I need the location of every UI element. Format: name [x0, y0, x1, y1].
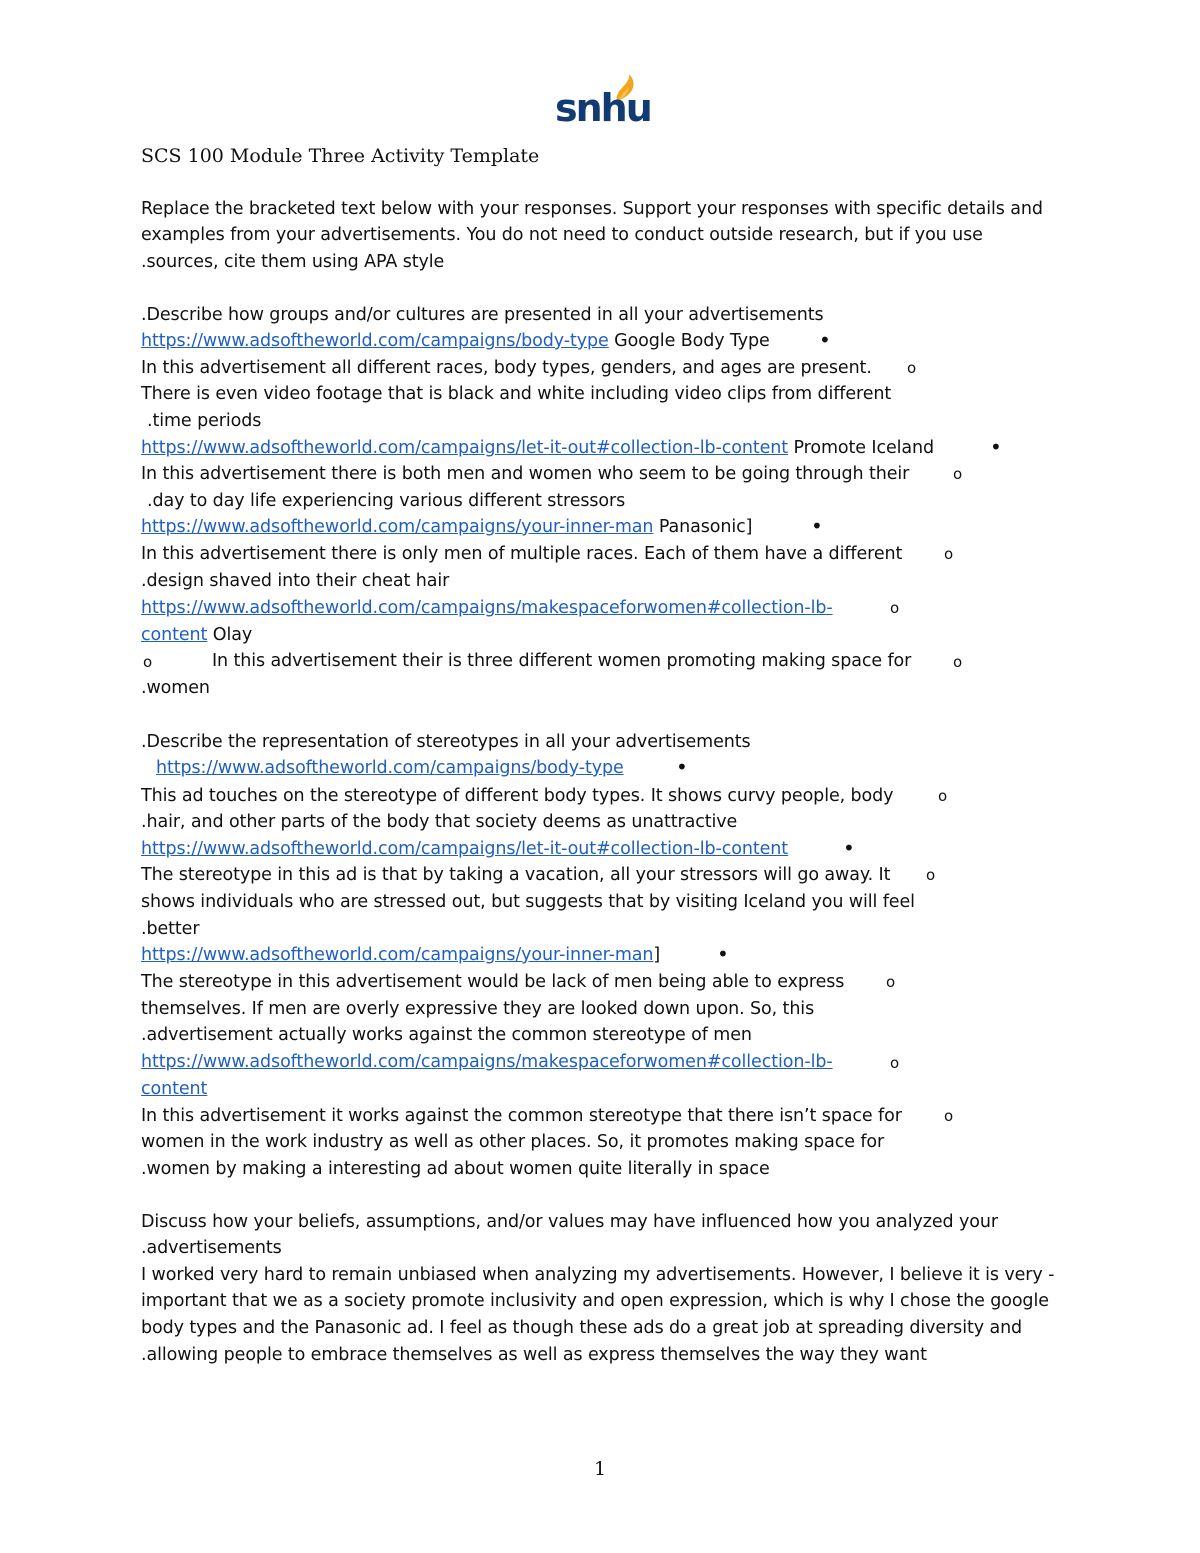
bullet-marker: • [811, 514, 823, 538]
section1-ad2-line-2: .day to day life experiencing various different stressors [147, 491, 626, 511]
section2-ad4-url-line [141, 1051, 833, 1073]
section3-body-line-3: body types and the Panasonic ad. I feel as though these ads do a great job at spreading diversity and [141, 1318, 1023, 1338]
sub-marker: o [890, 599, 900, 617]
section1-ad1-line-1: In this advertisement all different races, body types, genders, and ages are present. [141, 358, 872, 378]
section2-ad2-line-1: The stereotype in this ad is that by taking a vacation, all your stressors will go away. It [141, 865, 891, 885]
section1-ad4-link-continued[interactable]: content [141, 625, 208, 645]
section1-ad4-url-line [141, 597, 833, 619]
section2-ad3-entry [141, 944, 660, 966]
bullet-marker: • [843, 836, 855, 860]
section2-ad1-line-1: This ad touches on the stereotype of different body types. It shows curvy people, body [141, 786, 894, 806]
section1-ad3-link[interactable]: https://www.adsoftheworld.com/campaigns/your-inner-man [141, 517, 654, 537]
section3-heading-line-2: .advertisements [141, 1238, 282, 1258]
section2-ad2-link[interactable]: https://www.adsoftheworld.com/campaigns/let-it-out#collection-lb-content [141, 839, 789, 859]
intro-line-3: .sources, cite them using APA style [141, 252, 445, 272]
section2-ad4-url-line-2 [141, 1078, 207, 1100]
logo-wordmark: snhu [555, 86, 651, 130]
section1-ad2-link[interactable]: https://www.adsoftheworld.com/campaigns/let-it-out#collection-lb-content [141, 438, 789, 458]
sub-marker: o [143, 653, 153, 671]
section2-ad3-line-2: themselves. If men are overly expressive they are looked down upon. So, this [141, 999, 815, 1019]
bullet-marker: • [819, 328, 831, 352]
section1-ad3-line-1: In this advertisement there is only men of multiple races. Each of them have a different [141, 544, 903, 564]
section1-ad1-entry [141, 330, 770, 352]
sub-marker: o [926, 866, 936, 884]
section3-body-line-2: important that we as a society promote inclusivity and open expression, which is why I chose the google [141, 1291, 1049, 1311]
sub-marker: o [938, 787, 948, 805]
section1-heading: .Describe how groups and/or cultures are presented in all your advertisements [141, 305, 824, 325]
section2-ad1-line-2: .hair, and other parts of the body that society deems as unattractive [141, 812, 738, 832]
section1-ad1-name: Google Body Type [608, 331, 770, 351]
section1-ad3-name: Panasonic] [653, 517, 753, 537]
section3-body-line-4: .allowing people to embrace themselves as well as express themselves the way they want [141, 1345, 927, 1365]
section2-ad2-line-2: shows individuals who are stressed out, but suggests that by visiting Iceland you will feel [141, 892, 915, 912]
sub-marker: o [953, 653, 963, 671]
section1-ad4-entry [141, 624, 252, 646]
bullet-marker: • [717, 942, 729, 966]
sub-marker: o [907, 359, 917, 377]
section3-body-line-1: I worked very hard to remain unbiased when analyzing my advertisements. However, I believe it is very - [141, 1265, 1055, 1285]
document-title: SCS 100 Module Three Activity Template [141, 145, 540, 167]
intro-line-1: Replace the bracketed text below with your responses. Support your responses with specific details and [141, 199, 1043, 219]
section2-ad3-link[interactable]: https://www.adsoftheworld.com/campaigns/your-inner-man [141, 945, 654, 965]
section2-ad1-link[interactable]: https://www.adsoftheworld.com/campaigns/body-type [156, 758, 624, 778]
section2-ad3-suffix: ] [653, 945, 661, 965]
intro-line-2: examples from your advertisements. You do not need to conduct outside research, but if you use [141, 225, 983, 245]
section1-ad2-line-1: In this advertisement there is both men and women who seem to be going through their [141, 464, 910, 484]
section2-heading: .Describe the representation of stereotypes in all your advertisements [141, 732, 751, 752]
section2-ad4-line-3: .women by making a interesting ad about women quite literally in space [141, 1159, 770, 1179]
bullet-marker: • [990, 435, 1002, 459]
section3-heading-line-1: Discuss how your beliefs, assumptions, and/or values may have influenced how you analyzed your [141, 1212, 998, 1232]
section2-ad3-line-1: The stereotype in this advertisement would be lack of men being able to express [141, 972, 845, 992]
section1-ad3-line-2: .design shaved into their cheat hair [141, 571, 450, 591]
section1-ad4-line-2: .women [141, 678, 210, 698]
sub-marker: o [953, 465, 963, 483]
section2-ad2-line-3: .better [141, 919, 200, 939]
section1-ad2-entry [141, 437, 934, 459]
section2-ad1-entry [156, 757, 624, 779]
snhu-logo [555, 74, 651, 134]
section1-ad4-link[interactable]: https://www.adsoftheworld.com/campaigns/makespaceforwomen#collection-lb- [141, 598, 833, 618]
sub-marker: o [886, 973, 896, 991]
section1-ad4-line-1: In this advertisement their is three different women promoting making space for [212, 651, 912, 671]
section2-ad4-link-continued[interactable]: content [141, 1079, 208, 1099]
section1-ad1-link[interactable]: https://www.adsoftheworld.com/campaigns/body-type [141, 331, 609, 351]
bullet-marker: • [676, 755, 688, 779]
section1-ad1-line-3: .time periods [147, 411, 262, 431]
section2-ad4-line-2: women in the work industry as well as other places. So, it promotes making space for [141, 1132, 885, 1152]
page-number: 1 [593, 1458, 607, 1480]
sub-marker: o [944, 1107, 954, 1125]
section2-ad3-line-3: .advertisement actually works against the common stereotype of men [141, 1025, 752, 1045]
section2-ad2-entry [141, 838, 788, 860]
sub-marker: o [944, 545, 954, 563]
section1-ad2-name: Promote Iceland [788, 438, 935, 458]
section1-ad4-name: Olay [207, 625, 253, 645]
sub-marker: o [890, 1054, 900, 1072]
section2-ad4-line-1: In this advertisement it works against the common stereotype that there isn’t space for [141, 1106, 902, 1126]
section1-ad1-line-2: There is even video footage that is black and white including video clips from different [141, 384, 892, 404]
section1-ad3-entry [141, 516, 752, 538]
section2-ad4-link[interactable]: https://www.adsoftheworld.com/campaigns/makespaceforwomen#collection-lb- [141, 1052, 833, 1072]
